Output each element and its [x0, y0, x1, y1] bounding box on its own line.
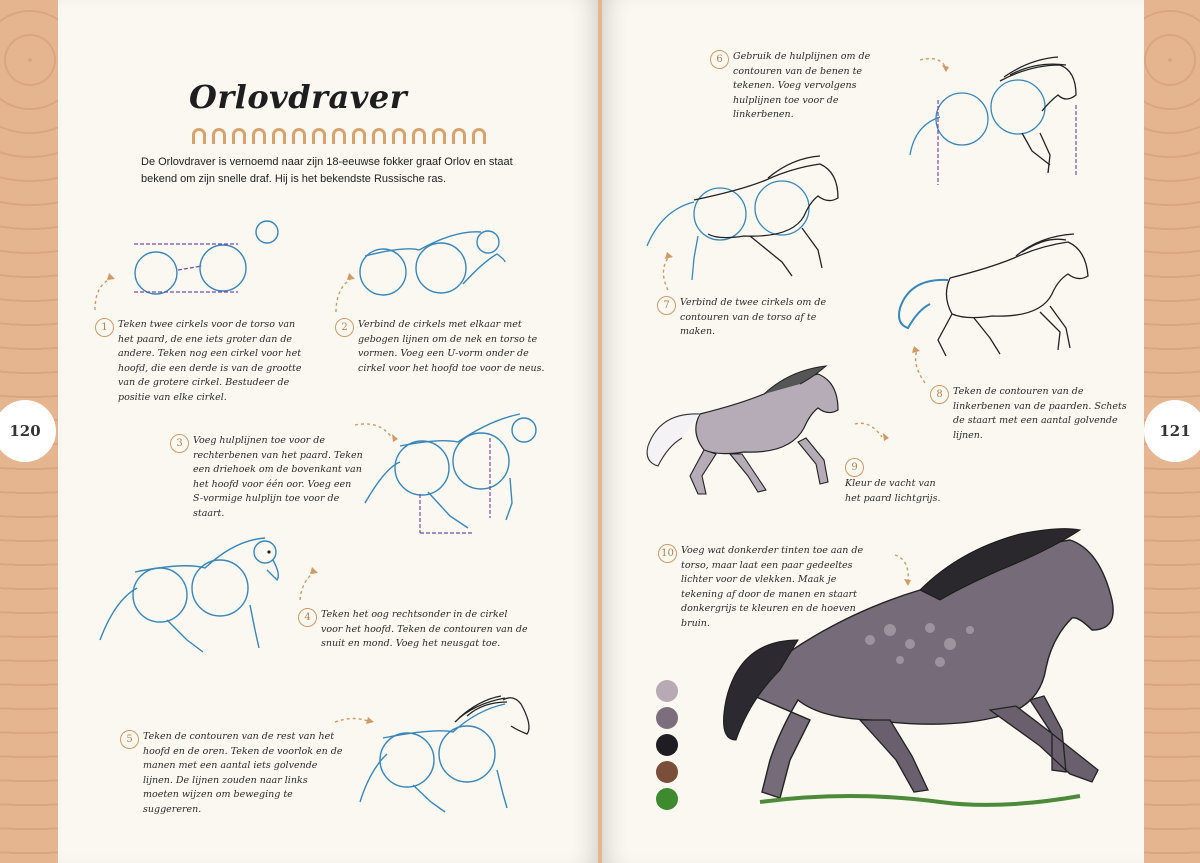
step-number: 8 [930, 385, 949, 404]
step-4 [298, 608, 538, 652]
step-text: Teken de contouren van de rest van het hoofd en de oren. Teken de voorlok en de manen met een aantal iets golvende lijnen. De lijnen zouden naar links moeten wijzen om beweging te suggereren. [143, 731, 343, 815]
step-5-mane-drawing [355, 690, 555, 820]
step-10-final-horse-drawing [700, 520, 1130, 820]
color-swatch [656, 734, 678, 756]
step-9 [845, 458, 975, 506]
step-text: Voeg hulplijnen toe voor de rechterbenen van het paard. Teken een driehoek om de bovenkant van het hoofd voor één oor. Voeg een S-vormige hulplijn toe voor de staart. [193, 435, 363, 519]
step-2 [335, 318, 550, 376]
horseshoe-border [192, 128, 502, 150]
color-swatch [656, 680, 678, 702]
step-6 [710, 50, 900, 123]
step-7-torso-drawing [642, 150, 847, 280]
step-text: Verbind de twee cirkels om de contouren van de torso af te maken. [680, 297, 827, 337]
step-5 [120, 730, 350, 817]
step-8 [930, 385, 1130, 443]
step-number: 10 [658, 544, 677, 563]
color-swatch [656, 788, 678, 810]
step-number: 2 [335, 318, 354, 337]
step-7 [657, 296, 832, 340]
color-palette [656, 680, 680, 815]
step-9-coat-drawing [640, 362, 845, 497]
step-number: 5 [120, 730, 139, 749]
step-3 [170, 434, 365, 521]
step-8-outline-drawing [890, 228, 1095, 358]
step-1 [95, 318, 310, 405]
step-number: 6 [710, 50, 729, 69]
step-6-legs-drawing [900, 55, 1100, 185]
page-title: Orlovdraver [188, 78, 408, 116]
step-number: 1 [95, 318, 114, 337]
step-text: Gebruik de hulplijnen om de contouren van de benen te tekenen. Voeg vervolgens hulplijnen toe voor de linkerbenen. [733, 51, 871, 120]
step-number: 3 [170, 434, 189, 453]
step-1-circles-drawing [126, 218, 286, 298]
step-number: 4 [298, 608, 317, 627]
step-4-head-drawing [95, 530, 295, 660]
step-text: Teken het oog rechtsonder in de cirkel voor het hoofd. Teken de contouren van de snuit en mond. Voeg het neusgat toe. [321, 609, 528, 649]
step-text: Verbind de cirkels met elkaar met gebogen lijnen om de nek en torso te vormen. Voeg een U-vorm onder de cirkel voor het hoofd toe voor de neus. [358, 319, 545, 374]
step-text: Voeg wat donkerder tinten toe aan de torso, maar laat een paar gedeeltes lichter voor de vlekken. Maak je tekening af door de manen en staart donkergrijs te kleuren en de hoeven bruin. [681, 545, 864, 629]
step-text: Teken de contouren van de linkerbenen van de paarden. Schets de staart met een aantal golvende lijnen. [953, 386, 1127, 441]
color-swatch [656, 707, 678, 729]
page-number-left: 120 [0, 400, 56, 462]
horse-eye-icon [267, 550, 270, 553]
step-2-torso-drawing [355, 222, 515, 302]
step-3-guides-drawing [360, 408, 560, 538]
step-text: Teken twee cirkels voor de torso van het paard, de ene iets groter dan de andere. Teken nog een cirkel voor het hoofd, die een derde is van de grootte van de grotere cirkel. Bestudeer de positie van elke cirkel. [118, 319, 302, 403]
color-swatch [656, 761, 678, 783]
intro-text: De Orlovdraver is vernoemd naar zijn 18-eeuwse fokker graaf Orlov en staat bekend om zijn snelle draf. Hij is het bekendste Russische ras. [141, 156, 513, 185]
step-number: 7 [657, 296, 676, 315]
page-number-right: 121 [1144, 400, 1200, 462]
step-number: 9 [845, 458, 864, 477]
step-text: Kleur de vacht van het paard lichtgrijs. [845, 478, 941, 504]
